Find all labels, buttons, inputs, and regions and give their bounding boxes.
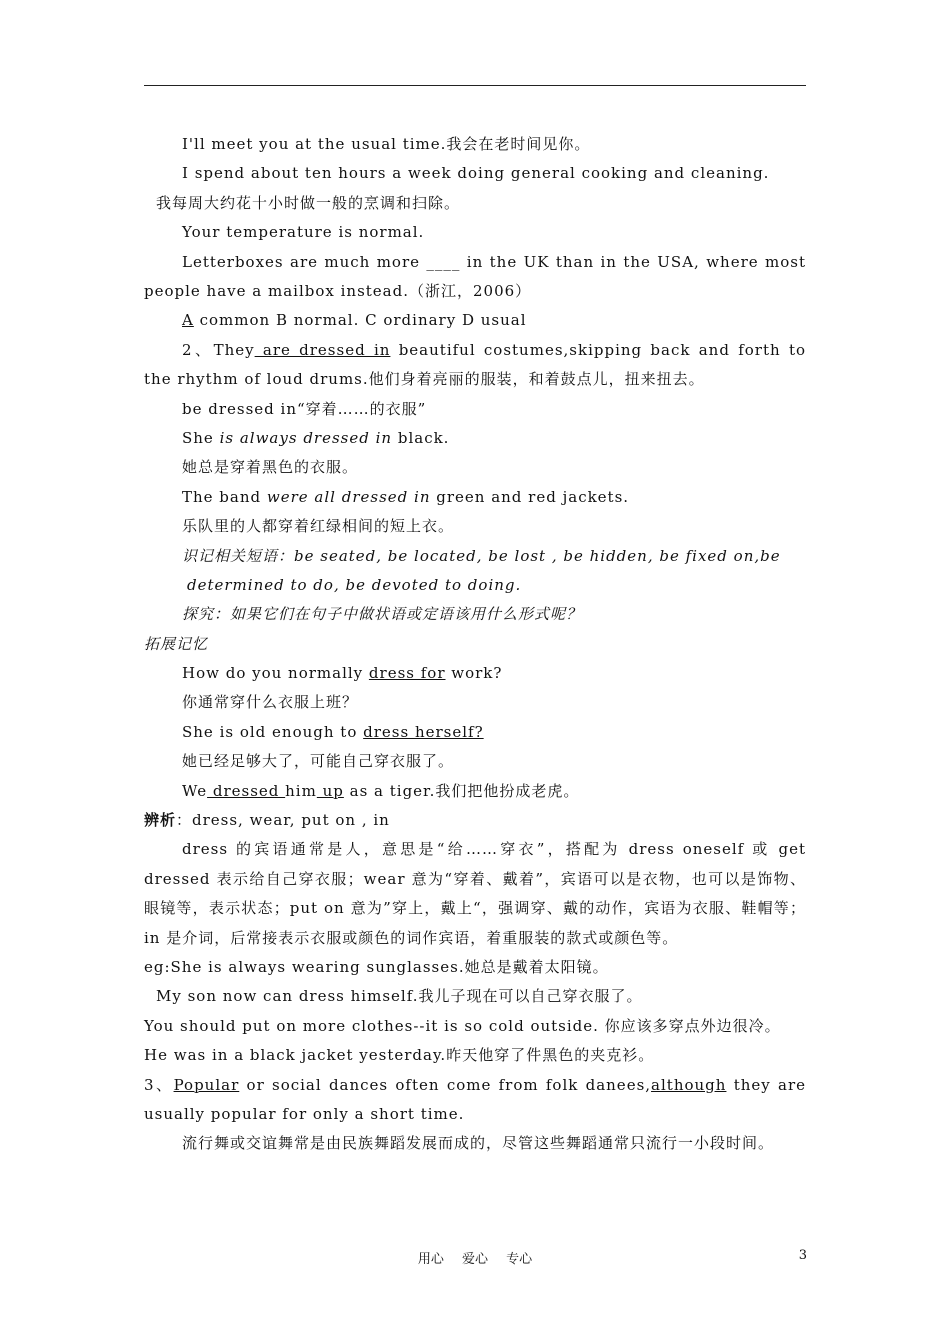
translation: 你通常穿什么衣服上班？: [182, 693, 359, 712]
example-sentence: He was in a black jacket yesterday.昨天他穿了件黑色的夹克衫。: [144, 1046, 655, 1065]
example-sentence: We dressed him up as a tiger.我们把他扮成老虎。: [182, 781, 580, 800]
footer-motto: 用心 爱心 专心: [417, 1252, 533, 1267]
answer-options: A common B normal. C ordinary D usual: [182, 311, 527, 330]
exam-question: Letterboxes are much more ____ in the UK than in the USA, where most people have a mailbox instead.（浙江，2006）: [144, 252, 806, 300]
example-sentence: You should put on more clothes--it is so cold outside. 你应该多穿点外边很冷。: [144, 1016, 781, 1035]
header-rule: [144, 85, 806, 86]
key-sentence-2: 2、They are dressed in beautiful costumes,skipping back and forth to the rhythm of loud drums.他们身着亮丽的服装，和着鼓点儿，扭来扭去。: [144, 340, 807, 389]
example-sentence: I spend about ten hours a week doing general cooking and cleaning.: [182, 164, 770, 183]
analysis-paragraph: dress 的宾语通常是人，意思是“给……穿衣”，搭配为 dress oneself 或 get dressed 表示给自己穿衣服；wear 意为“穿着、戴着”，宾语可以是衣物，也可以是饰物、眼镜等，表示状态；put on 意为”穿上，戴上“，强调穿、戴的动作，宾语为衣服、鞋帽等；in 是介词，后常接表示衣服或颜色的词作宾语，着重服装的款式或颜色等。: [144, 840, 806, 947]
translation: 她总是穿着黑色的衣服。: [182, 458, 359, 477]
translation: 我每周大约花十小时做一般的烹调和扫除。: [156, 193, 461, 212]
page-number: 3: [798, 1248, 807, 1263]
example-sentence: Your temperature is normal.: [182, 223, 425, 242]
example-sentence: eg:She is always wearing sunglasses.她总是戴着太阳镜。: [144, 958, 609, 977]
example-sentence: She is always dressed in black.: [182, 428, 450, 447]
translation: 她已经足够大了，可能自己穿衣服了。: [182, 752, 455, 771]
example-sentence: I'll meet you at the usual time.我会在老时间见你。: [182, 135, 591, 153]
translation-paragraph: 流行舞或交谊舞常是由民族舞蹈发展而成的，尽管这些舞蹈通常只流行一小段时间。: [182, 1134, 775, 1153]
analysis-heading: 辨析：dress, wear, put on , in: [144, 811, 390, 830]
example-sentence: How do you normally dress for work?: [182, 664, 503, 683]
key-sentence-3: 3、Popular or social dances often come from folk danees,although they are usually popular for only a short time.: [144, 1075, 807, 1124]
translation: 乐队里的人都穿着红绿相间的短上衣。: [182, 517, 455, 536]
page-footer: [0, 1248, 950, 1268]
document-body: [144, 130, 806, 1159]
example-sentence: She is old enough to dress herself?: [182, 722, 484, 741]
related-phrases-cont: determined to do, be devoted to doing.: [187, 575, 522, 594]
phrase-definition: be dressed in“穿着……的衣服”: [182, 399, 427, 418]
example-sentence: My son now can dress himself.我儿子现在可以自己穿衣服了。: [156, 987, 643, 1006]
section-heading: 拓展记忆: [144, 634, 209, 653]
related-phrases: 识记相关短语：be seated, be located, be lost , be hidden, be fixed on,be: [182, 546, 781, 565]
key-phrase: are dressed in: [254, 340, 391, 359]
answer-key: A: [182, 311, 194, 330]
inquiry-note: 探究：如果它们在句子中做状语或定语该用什么形式呢？: [182, 605, 583, 624]
example-sentence: The band were all dressed in green and red jackets.: [182, 487, 630, 506]
